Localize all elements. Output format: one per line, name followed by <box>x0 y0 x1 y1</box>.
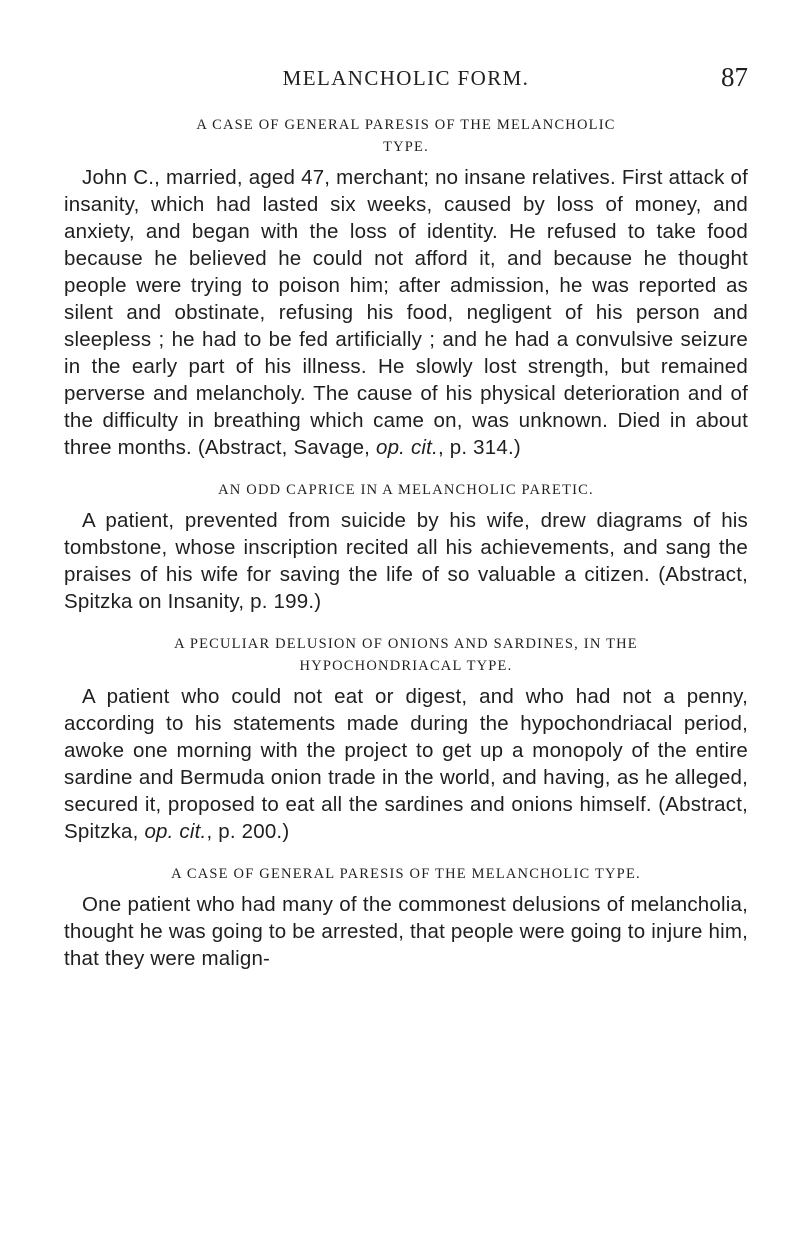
section-body-4 <box>64 891 748 972</box>
running-title: MELANCHOLIC FORM. <box>282 66 530 90</box>
section-body-2-text: A patient, prevented from suicide by his wife, drew diagrams of his tombstone, whose inscription recited all his achievements, and sang the praises of his wife for saving the life of so valuable a citizen. (Abstract, Spitzka on Insanity, p. 199.) <box>64 509 748 613</box>
section-heading-1 <box>64 114 748 158</box>
section-heading-2-line1: AN ODD CAPRICE IN A MELANCHOLIC PARETIC. <box>218 482 594 498</box>
citation-italic: op. cit. <box>375 436 438 459</box>
section-heading-4-line1: A CASE OF GENERAL PARESIS OF THE MELANCHOLIC TYPE. <box>171 866 641 882</box>
section-heading-3-line2: HYPOCHONDRIACAL TYPE. <box>299 658 513 674</box>
section-body-3 <box>64 683 748 845</box>
section-body-1-text: John C., married, aged 47, merchant; no insane relatives. First attack of insanity, which had lasted six weeks, caused by loss of money, and anxiety, and began with the loss of identity. He refused to take food because he believed he could not afford it, and because he thought people were trying to poison him; after admission, he was reported as silent and obstinate, refusing his food, negligent of his person and sleepless ; he had to be fed artificially ; and he had a convulsive seizure in the early part of his illness. He slowly lost strength, but remained perverse and melancholy. The cause of his physical deterioration and of the difficulty in breathing which came on, was unknown. Died in about three months. (Abstract, Savage, <box>64 166 748 459</box>
section-heading-3 <box>64 633 748 677</box>
running-header <box>64 62 748 98</box>
citation-tail: , p. 200.) <box>206 820 290 843</box>
citation-italic: op. cit. <box>144 820 207 843</box>
section-heading-3-line1: A PECULIAR DELUSION OF ONIONS AND SARDINES, IN THE <box>174 636 638 652</box>
section-heading-1-line2: TYPE. <box>383 139 429 155</box>
book-page <box>64 62 748 972</box>
page-number: 87 <box>721 62 748 92</box>
section-heading-1-line1: A CASE OF GENERAL PARESIS OF THE MELANCHOLIC <box>196 117 616 133</box>
section-body-4-text: One patient who had many of the commonest delusions of melancholia, thought he was going to be arrested, that people were going to injure him, that they were malign- <box>64 893 748 970</box>
citation-tail: , p. 314.) <box>437 436 521 459</box>
section-heading-2 <box>64 479 748 501</box>
section-heading-4 <box>64 863 748 885</box>
section-body-2 <box>64 507 748 615</box>
section-body-1 <box>64 164 748 461</box>
section-body-3-text: A patient who could not eat or digest, and who had not a penny, according to his statements made during the hypochondriacal period, awoke one morning with the project to get up a monopoly of the entire sardine and Bermuda onion trade in the world, and having, as he alleged, secured it, proposed to eat all the sardines and onions himself. (Abstract, Spitzka, <box>64 685 748 843</box>
